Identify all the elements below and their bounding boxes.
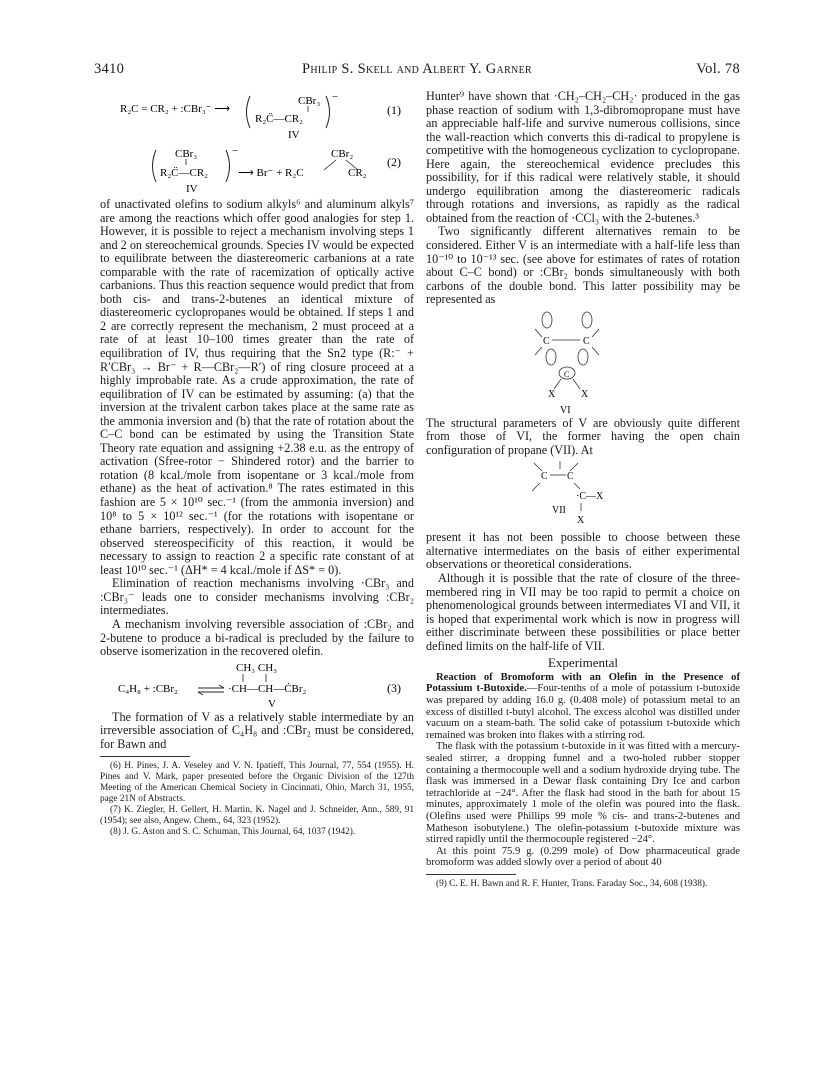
authors-header: Philip S. Skell and Albert Y. Garner <box>302 61 532 77</box>
equation-3 <box>100 659 414 711</box>
experimental-paragraph-2: The flask with the potassium t-butoxide in it was fitted with a mercury-sealed stirrer, a dropping funnel and a two-holed rubber stopper containing a thermocouple well and a sodium hydroxide drying tube. The flask was immersed in a Dewar flask containing Dry Ice and carbon tetrachloride at −24°. After the flask had stood in the bath for about 15 minutes, approximately 1 mole of the olefin was poured into the flask. (Olefins used were Phillips 99 mole % cis- and trans-2-butenes and Matheson isobutylene.) The olefin-potassium t-butoxide mixture was stirred rapidly until the thermocouple registered −24°. <box>426 741 740 846</box>
eq1-label: IV <box>288 129 300 141</box>
eq3-top: CH₃ CH₃ <box>236 661 277 674</box>
experimental-paragraph-1 <box>426 672 740 742</box>
volume-label: Vol. 78 <box>696 61 740 77</box>
experimental-heading: Experimental <box>547 655 619 671</box>
equation-2 <box>100 142 414 198</box>
eq2-top: CBr₃ <box>175 148 198 160</box>
vii-cx: ·C—X <box>576 491 604 503</box>
structure-vi <box>426 307 740 417</box>
footnote-6: (6) H. Pines, J. A. Veseley and V. N. Ipatieff, This Journal, 77, 554 (1955). H. Pines and V. Mark, paper presented before the Organic Division of the 127th Meeting of the American Chemical Society in Cincinnati, Ohio, March 31, 1955, page 21N of Abstracts. <box>100 761 414 805</box>
eq3-number: (3) <box>387 680 401 695</box>
eq2-bottom: R₂C̈—CR₂ <box>160 167 209 179</box>
experimental-text-1: —Four-tenths of a mole of potassium t-butoxide was prepared by adding 16.0 g. (0.408 mole) of potassium metal to an excess of distilled t-butyl alcohol. The excess alcohol was distilled under vacuum on a steam-bath. The solid cake of potassium t-butoxide which remained was broken into flakes with a stirring rod. <box>426 683 740 741</box>
svg-text:X: X <box>548 388 556 400</box>
right-paragraph-5: Although it is possible that the rate of closure of the three-membered ring in VII may be too rapid to permit a choice on phenomenological grounds between intermediates VI and VII, it is hoped that experimental work which is now in progress will either discriminate between these possibilities or place better defined limits on the half-life of VII. <box>426 571 740 653</box>
eq2-label: IV <box>186 183 198 195</box>
right-paragraph-1: Hunter⁹ have shown that ·CH₂–CH₂–CH₂· produced in the gas phase reaction of sodium with 1,3-dibromopropane must have an appreciable half-life and survive numerous collisions, since the wall-reaction which converts this di-radical to propylene is competitive with the homogeneous cyclization to cyclopropane. Here again, the stereochemical evidence precludes this possibility, for if this radical were relatively stable, it should undergo equilibration among the diastereomeric radicals through rotations and inversions, as rapidly as the radical obtained from the reaction of ·CCl₃ with the 2-butenes.³ <box>426 89 740 225</box>
vii-label: VII <box>552 505 566 517</box>
svg-text:C: C <box>541 471 548 483</box>
svg-text:C: C <box>567 471 574 483</box>
eq1-charge: − <box>332 91 339 103</box>
eq2-arrow: ⟶ Br⁻ + R₂C <box>238 167 304 179</box>
eq1-number: (1) <box>387 103 401 117</box>
eq3-label: V <box>268 697 276 710</box>
eq2-number: (2) <box>387 155 401 169</box>
footnote-9: (9) C. E. H. Bawn and R. F. Hunter, Trans. Faraday Soc., 34, 608 (1938). <box>436 878 708 889</box>
experimental-paragraph-3: At this point 75.9 g. (0.299 mole) of Dow pharmaceutical grade bromoform was added slowly over a period of about 40 <box>426 845 740 869</box>
left-paragraph-4: The formation of V as a relatively stable intermediate by an irreversible association of C₄H₈ and :CBr₂ must be considered, for Bawn and <box>100 709 414 751</box>
svg-text:C: C <box>564 369 570 379</box>
footnote-8: (8) J. G. Aston and S. C. Schuman, This Journal, 64, 1037 (1942). <box>110 827 356 838</box>
right-paragraph-2: Two significantly different alternatives remain to be considered. Either V is an intermediate with a half-life less than 10⁻¹⁰ to 10⁻¹³ sec. (see above for estimates of rates of rotation about C–C bond) or :CBr₂ bonds simultaneously with both carbons of the double bond. This latter possibility may be represented as <box>426 224 740 307</box>
left-paragraph-3: A mechanism involving reversible association of :CBr₂ and 2-butene to produce a bi-radical is precluded by the failure to observe isomerization in the recovered olefin. <box>100 616 414 659</box>
footnote-rule <box>100 756 190 757</box>
right-paragraph-3: The structural parameters of V are obviously quite different from those of VI, the former having the open chain configuration of propane (VII). At <box>426 415 740 457</box>
left-paragraph-2: Elimination of reaction mechanisms involving ·CBr₃ and :CBr₃⁻ leads one to consider mechanisms involving :CBr₂ intermediates. <box>100 576 414 618</box>
eq2-charge: − <box>232 145 239 157</box>
running-header <box>94 61 740 79</box>
structure-vii <box>426 457 740 531</box>
footnote-7: (7) K. Ziegler, H. Gellert, H. Martin, K. Nagel and J. Schneider, Ann., 589, 91 (1954); see also, Angew. Chem., 64, 323 (1952). <box>100 805 414 827</box>
eq1-lhs: R₂C = CR₂ + :CBr₃⁻ ⟶ <box>120 103 230 115</box>
right-column <box>426 90 740 890</box>
eq2-ring-top: CBr₂ <box>331 148 354 160</box>
eq3-rhs: ·CH—CH—ĊBr₂ <box>228 682 307 695</box>
svg-text:C: C <box>543 335 550 347</box>
experimental-subheading: Reaction of Bromoform with an Olefin in the Presence of Potassium t-Butoxide. <box>426 671 740 695</box>
eq3-lhs: C₄H₈ + :CBr₂ <box>118 682 178 695</box>
footnote-rule-right <box>426 874 516 875</box>
right-paragraph-4: present it has not been possible to choose between these alternative intermediates on the basis of either experimental observations or theoretical considerations. <box>426 530 740 572</box>
vi-label: VI <box>560 404 571 416</box>
eq2-ring-right: CR₂ <box>348 167 367 179</box>
eq1-top: CBr₃ <box>298 95 321 107</box>
equation-1 <box>100 90 414 142</box>
svg-text:X: X <box>581 388 589 400</box>
vii-x: X <box>577 515 585 527</box>
eq1-bottom: R₂C̈—CR₂ <box>255 113 304 125</box>
page-number: 3410 <box>94 61 125 77</box>
left-paragraph-1: of unactivated olefins to sodium alkyls⁶ and aluminum alkyls⁷ are among the reactions which offer good analogies for step 1. However, it is possible to reject a mechanism involving steps 1 and 2 on stereochemical grounds. Species IV would be expected to equilibrate between the diastereomeric carbanions at a rate comparable with the rate of racemization of optically active carbanions. Thus this reaction sequence would predict that from both cis- and trans-2-butenes an identical mixture of diastereomeric cyclopropanes would be obtained. If steps 1 and 2 are correctly represent the mechanism, 2 must proceed at a rate of at least 10–100 times greater than the rate of equilibration of IV, thus requiring that the Sn2 type (R:⁻ + R′CBr₃ → Br⁻ + R—CBr₂—R′) of ring closure proceed at a highly improbable rate. As a crude approximation, the rate of equilibration of IV can be estimated by assuming: (a) that the inversion at the trivalent carbon takes place at the same rate as the ammonia inversion and (b) that the rate of rotation about the C–C bond can be estimated by using the Transition State Theory rate equation and assigning +2.38 e.u. as the entropy of activation (Sfree-rotor − Shindered rotor) and the barrier to rotation (8 kcal./mole from isopentane or 3 kcal./mole from ethane) as the heat of activation.⁸ The rates estimated in this fashion are 5 × 10¹⁰ sec.⁻¹ (from the ammonia inversion) and 10⁸ to 5 × 10¹² sec.⁻¹ (for the rotations with isopentane or ethane barriers, respectively). In order to account for the observed stereospecificity of this reaction, it would be necessary to assign to reaction 2 a specific rate constant of at least 10¹⁰ sec.⁻¹ (ΔH* = 4 kcal./mole if ΔS* = 0). <box>100 197 414 577</box>
left-column <box>100 90 414 838</box>
svg-text:C: C <box>583 335 590 347</box>
